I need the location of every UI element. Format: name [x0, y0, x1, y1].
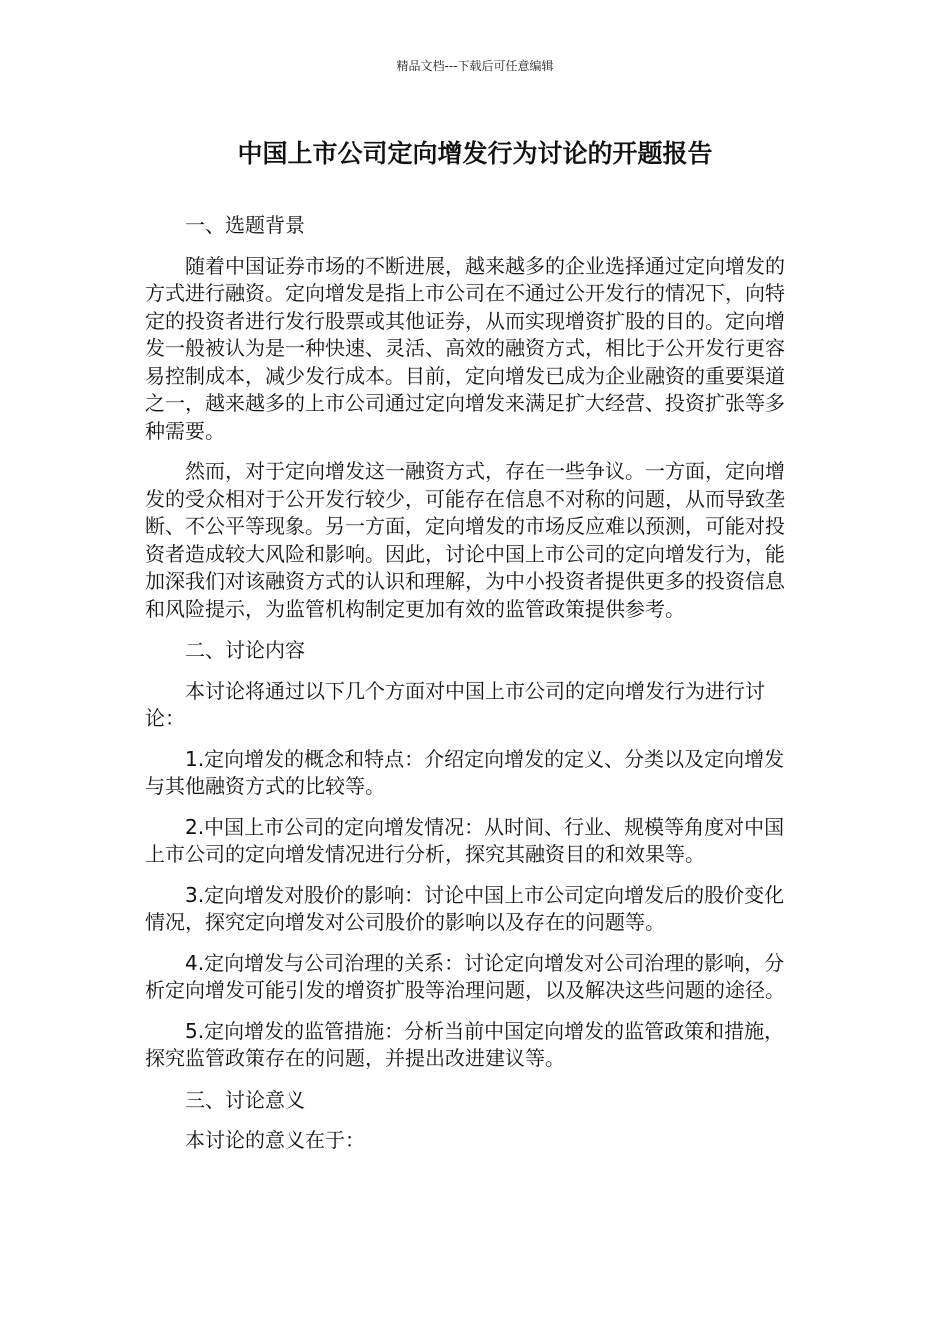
- paragraph-background-2: 然而，对于定向增发这一融资方式，存在一些争议。一方面，定向增发的受众相对于公开发行较少，可能存在信息不对称的问题，从而导致垄断、不公平等现象。另一方面，定向增发的市场反应难以预测，可能对投资者造成较大风险和影响。因此，讨论中国上市公司的定向增发行为，能加深我们对该融资方式的认识和理解，为中小投资者提供更多的投资信息和风险提示，为监管机构制定更加有效的监管政策提供参考。: [145, 459, 785, 621]
- header-note: 精品文档---下载后可任意编辑: [396, 59, 554, 73]
- document-title: 中国上市公司定向增发行为讨论的开题报告: [237, 139, 713, 168]
- section-heading-significance: 三、讨论意义: [185, 1087, 305, 1112]
- list-item-situation: 2.中国上市公司的定向增发情况：从时间、行业、规模等角度对中国上市公司的定向增发情况进行分析，探究其融资目的和效果等。: [145, 814, 785, 866]
- list-item-stock-price: 3.定向增发对股价的影响：讨论中国上市公司定向增发后的股价变化情况，探究定向增发对公司股价的影响以及存在的问题等。: [145, 882, 785, 934]
- list-item-concept: 1.定向增发的概念和特点：介绍定向增发的定义、分类以及定向增发与其他融资方式的比较等。: [145, 746, 785, 798]
- paragraph-significance-intro: 本讨论的意义在于：: [185, 1128, 365, 1152]
- list-item-governance: 4.定向增发与公司治理的关系：讨论定向增发对公司治理的影响，分析定向增发可能引发的增资扩股等治理问题，以及解决这些问题的途径。: [145, 950, 785, 1002]
- section-heading-content: 二、讨论内容: [185, 638, 305, 662]
- document-body: [145, 212, 797, 1155]
- paragraph-content-intro: 本讨论将通过以下几个方面对中国上市公司的定向增发行为进行讨论：: [145, 678, 765, 730]
- list-item-regulation: 5.定向增发的监管措施：分析当前中国定向增发的监管政策和措施，探究监管政策存在的问题，并提出改进建议等。: [145, 1018, 785, 1070]
- paragraph-background-1: 随着中国证券市场的不断进展，越来越多的企业选择通过定向增发的方式进行融资。定向增发是指上市公司在不通过公开发行的情况下，向特定的投资者进行发行股票或其他证券，从而实现增资扩股的目的。定向增发一般被认为是一种快速、灵活、高效的融资方式，相比于公开发行更容易控制成本，减少发行成本。目前，定向增发已成为企业融资的重要渠道之一，越来越多的上市公司通过定向增发来满足扩大经营、投资扩张等多种需要。: [145, 253, 785, 443]
- section-heading-background: 一、选题背景: [185, 213, 305, 237]
